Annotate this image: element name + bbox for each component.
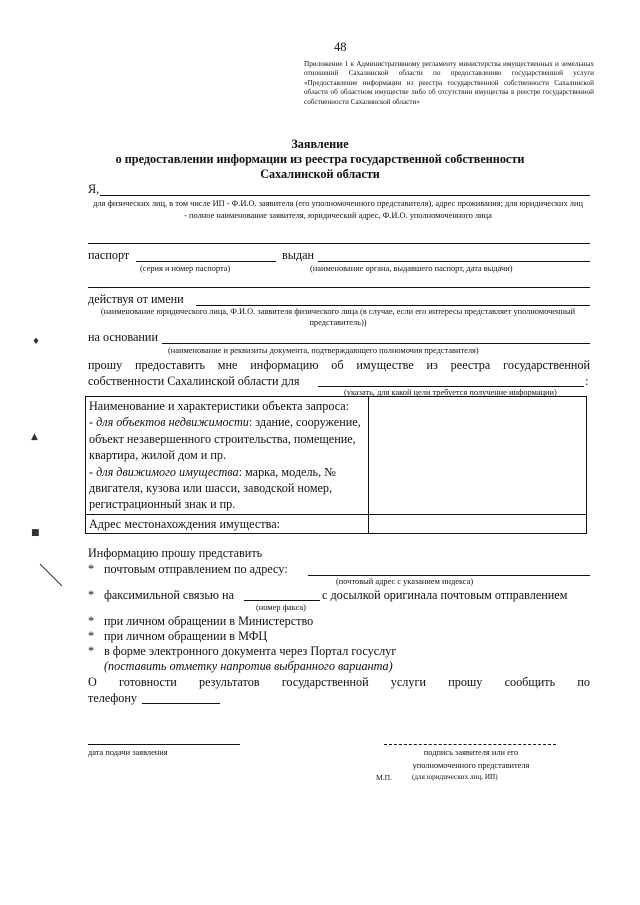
object-desc-3: : марка, модель, № двигателя, кузова или шасси, заводской номер, регистрационный знак и пр. xyxy=(89,464,336,512)
delivery-intro: Информацию прошу представить xyxy=(88,546,263,560)
passport-extra-field[interactable] xyxy=(88,287,590,288)
bullet-post[interactable]: * xyxy=(88,562,95,576)
applicant-field-2[interactable] xyxy=(88,243,590,244)
title-line-1: Заявление xyxy=(291,137,349,151)
passport-series-field[interactable] xyxy=(136,261,276,262)
signature-caption-2: уполномоченного представителя xyxy=(412,761,530,770)
object-table xyxy=(85,396,587,534)
request-line-2: собственности Сахалинской области для xyxy=(88,374,300,388)
scan-mark: ♦ xyxy=(32,337,41,347)
object-value-cell[interactable] xyxy=(369,397,587,515)
applicant-prefix: Я, xyxy=(88,182,100,196)
address-label-cell: Адрес местонахождения имущества: xyxy=(86,514,369,533)
option-fax: факсимильной связью на xyxy=(104,588,234,602)
scan-mark: ▲ xyxy=(31,432,38,442)
passport-issued-label: выдан xyxy=(282,248,315,262)
real-estate-label: - для объектов недвижимости xyxy=(89,415,249,430)
fax-suffix: с досылкой оригинала почтовым отправлением xyxy=(322,588,568,602)
request-purpose-field[interactable] xyxy=(318,386,584,387)
on-behalf-caption: (наименование юридического лица, Ф.И.О. заявителя физического лица (в случае, если его интересы представляет уполномоченный представитель)) xyxy=(100,307,576,328)
post-caption: (почтовый адрес с указанием индекса) xyxy=(336,577,474,586)
object-desc-2: : здание, сооружение, объект незавершенного строительства, помещение, квартира, жилой дом и пр. xyxy=(89,415,361,463)
bullet-ministry[interactable]: * xyxy=(88,614,95,628)
readiness-line-2: телефону xyxy=(88,691,137,705)
request-line-1: прошу предоставить мне информацию об имуществе из реестра государственной xyxy=(88,358,590,372)
table-row-object xyxy=(86,397,587,515)
appendix-note: Приложение 1 к Административному регламенту министерства имущественных и земельных отношений Сахалинской области по предоставлению государственной услуги «Предоставление информации из реестра государственной собственности Сахалинской области об областном имуществе либо об отсутствии имущества в реестре государственной собственности Сахалинской области» xyxy=(304,60,594,106)
request-colon: : xyxy=(585,374,589,388)
object-desc-1: Наименование и характеристики объекта запроса: xyxy=(89,399,350,413)
scan-mark: ■ xyxy=(31,528,40,538)
option-mfc: при личном обращении в МФЦ xyxy=(104,629,268,643)
title-line-2: о предоставлении информации из реестра государственной собственности xyxy=(115,152,525,166)
passport-issuer-field[interactable] xyxy=(318,261,590,262)
passport-series-caption: (серия и номер паспорта) xyxy=(140,264,231,273)
signature-field[interactable] xyxy=(384,744,556,745)
fax-number-field[interactable] xyxy=(244,600,320,601)
selection-note: (поставить отметку напротив выбранного варианта) xyxy=(104,659,393,673)
option-portal: в форме электронного документа через Портал госуслуг xyxy=(104,644,397,658)
passport-issuer-caption: (наименование органа, выдавшего паспорт, дата выдачи) xyxy=(310,264,513,273)
readiness-line-1: О готовности результатов государственной услуги прошу сообщить по xyxy=(88,675,590,689)
stamp-note: (для юридических лиц, ИП) xyxy=(412,773,498,781)
basis-caption: (наименование и реквизиты документа, подтверждающего полномочия представителя) xyxy=(168,346,479,355)
option-ministry: при личном обращении в Министерство xyxy=(104,614,314,628)
request-caption: (указать, для какой цели требуется получение информации) xyxy=(344,388,557,397)
address-value-cell[interactable] xyxy=(369,514,587,533)
bullet-portal[interactable]: * xyxy=(88,644,95,658)
basis-field[interactable] xyxy=(162,343,590,344)
table-row-address xyxy=(86,514,587,533)
applicant-caption: для физических лиц, в том числе ИП - Ф.И.О. заявителя (его уполномоченного представителя), адрес проживания; для юридических лиц - полное наименование заявителя, юридический адрес, Ф.И.О. уполномоченного лица xyxy=(93,199,583,220)
stamp-label: М.П. xyxy=(376,773,393,782)
applicant-field[interactable] xyxy=(100,195,590,196)
title-line-3: Сахалинской области xyxy=(260,167,380,181)
object-description-cell xyxy=(86,397,369,515)
fax-caption: (номер факса) xyxy=(256,603,306,612)
phone-field[interactable] xyxy=(142,703,220,704)
scan-stroke xyxy=(38,562,68,590)
on-behalf-label: действуя от имени xyxy=(88,292,184,306)
option-post: почтовым отправлением по адресу: xyxy=(104,562,288,576)
movable-property-label: - для движимого имущества xyxy=(89,464,239,479)
passport-label: паспорт xyxy=(88,248,130,262)
bullet-fax[interactable]: * xyxy=(88,588,95,602)
signature-caption-1: подпись заявителя или его xyxy=(423,748,519,757)
basis-label: на основании xyxy=(88,330,158,344)
date-field[interactable] xyxy=(88,744,240,745)
bullet-mfc[interactable]: * xyxy=(88,629,95,643)
date-caption: дата подачи заявления xyxy=(88,748,168,757)
post-address-field[interactable] xyxy=(308,575,590,576)
page-number: 48 xyxy=(334,40,347,54)
